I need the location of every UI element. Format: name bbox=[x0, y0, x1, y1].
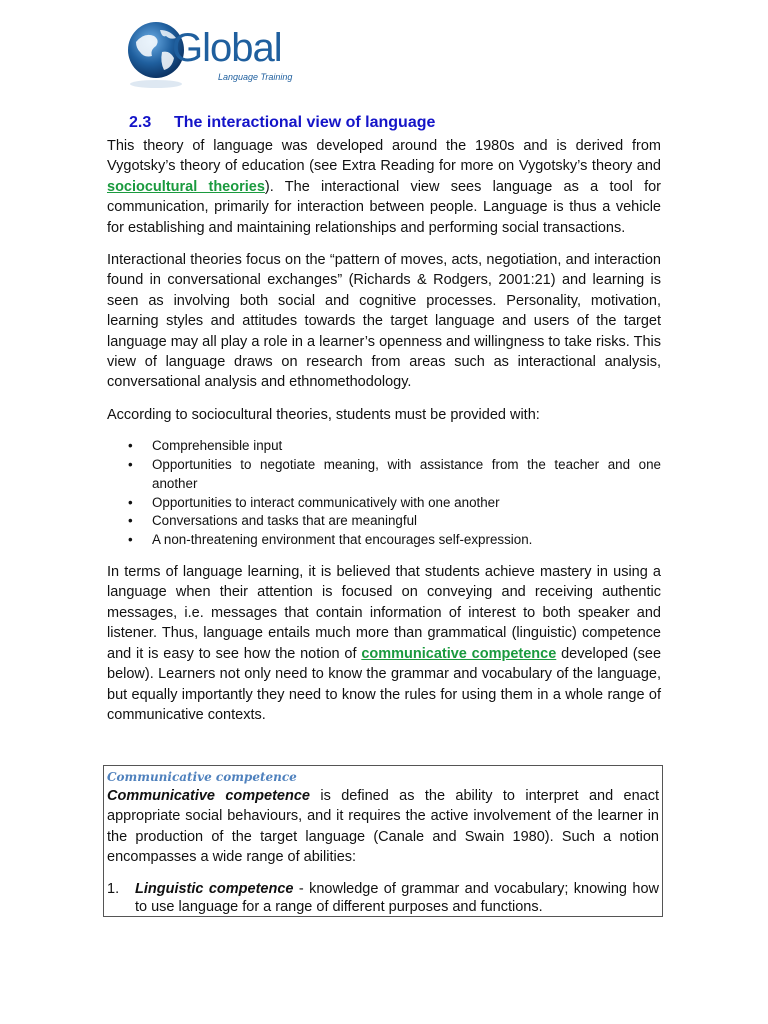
logo-tagline: Language Training bbox=[218, 72, 293, 82]
paragraph-sociocultural-lead: According to sociocultural theories, students must be provided with: bbox=[107, 406, 540, 423]
paragraph-language-learning-text-end: developed (see below). Learners not only need to know the grammar and vocabulary of the language, but equally importantly they need to know the rules for using them in a whole range of communicative contexts. bbox=[107, 645, 662, 723]
requirements-list bbox=[107, 437, 661, 550]
list-item: • Comprehensible input bbox=[107, 437, 661, 456]
logo-wordmark: Global bbox=[172, 26, 282, 70]
communicative-competence-box bbox=[103, 765, 663, 917]
paragraph-intro-text-end: ). The interactional view sees language as a tool for communication, primarily for interaction between people. Language is thus a vehicle for establishing and maintaining relationships and performing social transactions. bbox=[107, 178, 661, 236]
paragraph-interactional-theories: Interactional theories focus on the “pattern of moves, acts, negotiation, and interaction found in conversational exchanges” (Richards & Rodgers, 2001:21) and learning is seen as involving both social and cognitive processes. Personality, motivation, learning styles and attitudes towards the target language and users of the target language may all play a role in a learner’s openness and willingness to take risks. This view of language draws on research from areas such as interactional analysis, conversational analysis and ethnomethodology. bbox=[107, 252, 661, 391]
section-number: 2.3 bbox=[129, 114, 152, 131]
item-number: 1. bbox=[107, 880, 120, 897]
section-title: The interactional view of language bbox=[174, 114, 436, 131]
item-description: - knowledge of grammar and vocabulary; knowing how to use language for a range of different purposes and functions. bbox=[135, 880, 659, 915]
item-term: Linguistic competence bbox=[135, 880, 294, 897]
document-body bbox=[107, 112, 661, 725]
list-item: • Opportunities to negotiate meaning, with assistance from the teacher and one another bbox=[107, 456, 661, 494]
paragraph-language-learning bbox=[107, 562, 661, 725]
item-text bbox=[135, 880, 659, 916]
global-logo bbox=[122, 16, 302, 96]
competence-item bbox=[107, 880, 659, 916]
section-heading bbox=[129, 112, 661, 134]
box-title: Communicative competence bbox=[107, 770, 297, 784]
paragraph-intro-text: This theory of language was developed around the 1980s and is derived from Vygotsky’s theory of education (see Extra Reading for more on Vygotsky’s theory and bbox=[107, 138, 661, 175]
communicative-competence-link[interactable]: communicative competence bbox=[361, 645, 557, 662]
paragraph-intro bbox=[107, 136, 661, 238]
box-definition bbox=[107, 786, 659, 868]
list-item: • Conversations and tasks that are meaningful bbox=[107, 512, 661, 531]
paragraph-language-learning-text: In terms of language learning, it is believed that students achieve mastery in using a language when their attention is focused on conveying and receiving authentic messages, i.e. messages that contain information of interest to both speaker and listener. Thus, language entails much more than grammatical (linguistic) competence and it is easy to see how the notion of bbox=[107, 564, 661, 662]
list-item: • Opportunities to interact communicatively with one another bbox=[107, 494, 661, 513]
box-term: Communicative competence bbox=[107, 788, 310, 804]
sociocultural-theories-link[interactable]: sociocultural theories bbox=[107, 178, 265, 195]
list-item: • A non-threatening environment that encourages self-expression. bbox=[107, 531, 661, 550]
box-definition-text: is defined as the ability to interpret and enact appropriate social behaviours, and it requires the active involvement of the learner in the production of the target language (Canale and Swain 1980). Such a notion encompasses a wide range of abilities: bbox=[107, 788, 659, 866]
